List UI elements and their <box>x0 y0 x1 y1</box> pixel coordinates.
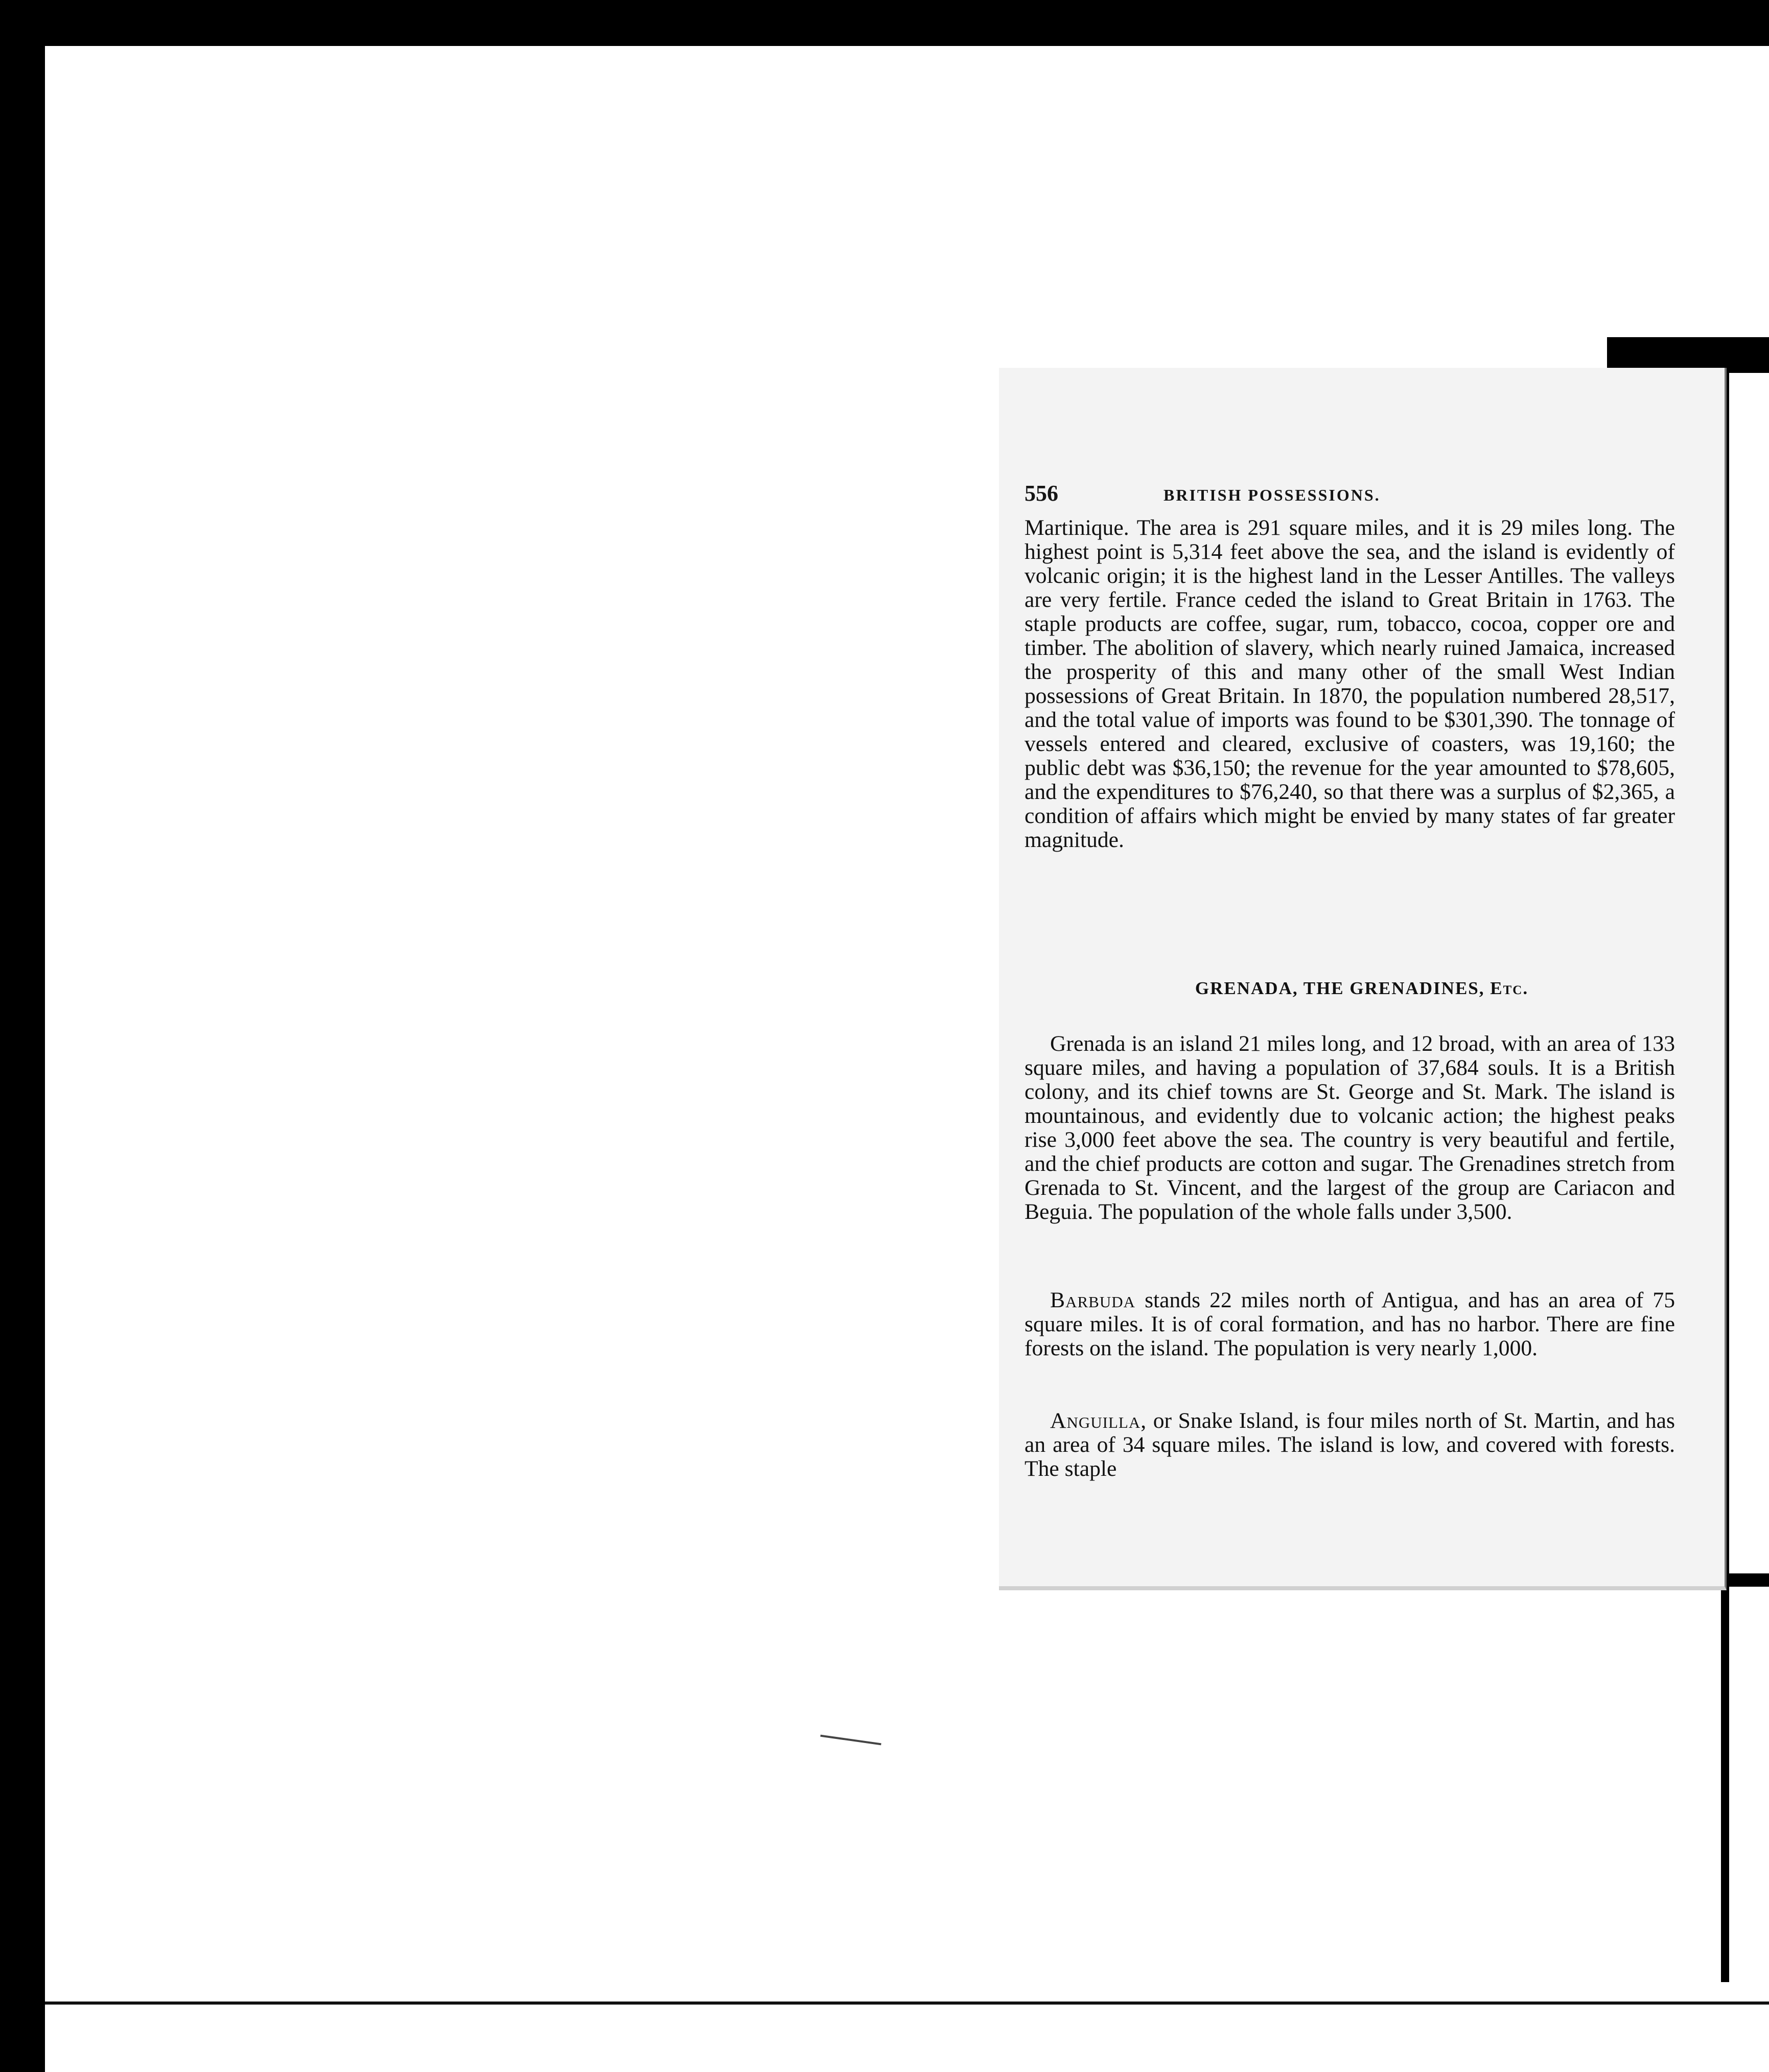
anguilla-name: Anguilla, <box>1050 1408 1147 1433</box>
book-page-content <box>999 368 1725 1586</box>
anguilla-text: or Snake Island, is four miles north of St. Martin, and has an area of 34 square miles. The island is low, and covered with forests. The staple <box>1025 1408 1675 1481</box>
page-header <box>1025 480 1643 511</box>
section-heading-etc: Etc. <box>1490 978 1529 998</box>
paragraph-grenada: Grenada is an island 21 miles long, and 12 broad, with an area of 133 square miles, and having a population of 37,684 souls. It is a British colony, and its chief towns are St. George and St. Mark. The island is mountainous, and evidently due to volcanic action; the highest peaks rise 3,000 feet above the sea. The country is very beautiful and fertile, and the chief products are cotton and sugar. The Grenadines stretch from Grenada to St. Vincent, and the largest of the group are Cariacon and Beguia. The population of the whole falls under 3,500. <box>1025 1031 1675 1224</box>
scan-frame-left <box>0 0 45 2072</box>
barbuda-text: stands 22 miles north of Antigua, and has an area of 75 square miles. It is of coral formation, and has no harbor. There are fine forests on the island. The population is very nearly 1,000. <box>1025 1288 1675 1360</box>
page-number: 556 <box>1025 481 1058 506</box>
section-heading-title: GRENADA, THE GRENADINES, <box>1195 978 1485 998</box>
running-head: BRITISH POSSESSIONS. <box>1163 486 1381 504</box>
scan-smudge-mark <box>820 1735 881 1746</box>
paragraph-barbuda <box>1025 1288 1675 1360</box>
paragraph-anguilla <box>1025 1409 1675 1481</box>
barbuda-name: Barbuda <box>1050 1288 1135 1312</box>
scan-frame-top <box>0 0 1769 46</box>
paragraph-martinique: Martinique. The area is 291 square miles, and it is 29 miles long. The highest point is 5,314 feet above the sea, and the island is evidently of volcanic origin; it is the highest land in the Lesser Antilles. The valleys are very fertile. France ceded the island to Great Britain in 1763. The staple products are coffee, sugar, rum, tobacco, cocoa, copper ore and timber. The abolition of slavery, which nearly ruined Jamaica, increased the prosperity of this and many other of the small West Indian possessions of Great Britain. In 1870, the population numbered 28,517, and the total value of imports was found to be $301,390. The tonnage of vessels entered and cleared, exclusive of coasters, was 19,160; the public debt was $36,150; the revenue for the year amounted to $78,605, and the expenditures to $76,240, so that there was a surplus of $2,365, a condition of affairs which might be envied by many states of far greater magnitude. <box>1025 515 1675 852</box>
book-page <box>999 368 1727 1590</box>
section-heading <box>999 978 1725 999</box>
scan-frame-bottom-line <box>45 2002 1769 2005</box>
